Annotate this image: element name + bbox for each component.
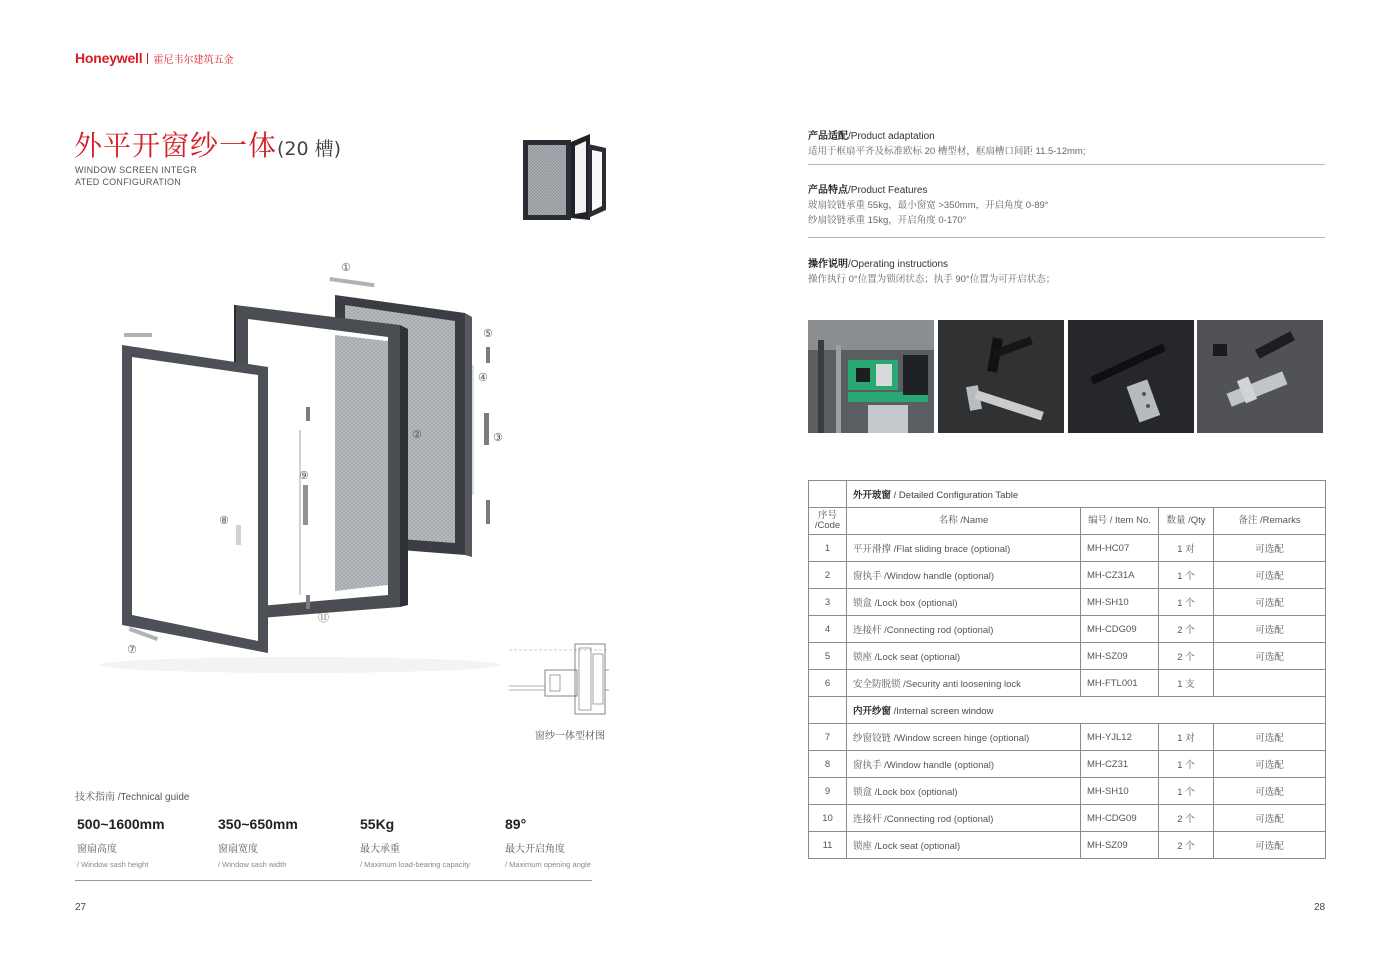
row-item-no: MH-CDG09 xyxy=(1081,616,1159,643)
instructions-title-cn: 操作说明 xyxy=(808,259,848,270)
row-code: 5 xyxy=(809,643,847,670)
row-code: 2 xyxy=(809,562,847,589)
row-code: 8 xyxy=(809,751,847,778)
row-item-no: MH-CDG09 xyxy=(1081,805,1159,832)
column-header-qty: 数量 /Qty xyxy=(1159,508,1214,535)
row-code: 9 xyxy=(809,778,847,805)
table-header-row xyxy=(809,508,1326,535)
row-remarks: 可选配 xyxy=(1214,751,1326,778)
table-row xyxy=(809,616,1326,643)
instructions-title xyxy=(808,255,948,270)
row-code: 3 xyxy=(809,589,847,616)
spec-label-en: / Maximum opening angle xyxy=(505,860,591,869)
spec-height xyxy=(77,816,165,869)
callout-9: ⑨ xyxy=(299,469,309,482)
row-remarks: 可选配 xyxy=(1214,589,1326,616)
spec-label-cn: 最大开启角度 xyxy=(505,844,565,855)
row-name: 窗执手 /Window handle (optional) xyxy=(847,751,1081,778)
section-title-cn: 外开玻窗 xyxy=(853,490,892,501)
row-remarks: 可选配 xyxy=(1214,535,1326,562)
adaptation-title-en: /Product adaptation xyxy=(848,131,935,142)
spec-width xyxy=(218,816,298,869)
code-header-en: /Code xyxy=(814,520,841,531)
row-name: 连接杆 /Connecting rod (optional) xyxy=(847,805,1081,832)
tech-divider xyxy=(75,880,592,881)
row-name: 锁盒 /Lock box (optional) xyxy=(847,589,1081,616)
row-remarks: 可选配 xyxy=(1214,805,1326,832)
row-remarks: 可选配 xyxy=(1214,643,1326,670)
section-title-en: / Detailed Configuration Table xyxy=(891,490,1019,501)
row-name: 平开滑撑 /Flat sliding brace (optional) xyxy=(847,535,1081,562)
column-header-code xyxy=(809,508,847,535)
callout-1: ① xyxy=(341,261,351,274)
spec-label-cn: 窗扇宽度 xyxy=(218,844,258,855)
row-qty: 2 个 xyxy=(1159,805,1214,832)
row-name: 安全防脱锁 /Security anti loosening lock xyxy=(847,670,1081,697)
row-qty: 1 个 xyxy=(1159,589,1214,616)
profile-caption: 窗纱一体型材图 xyxy=(535,731,605,742)
page-number-right: 28 xyxy=(1314,902,1326,913)
row-item-no: MH-FTL001 xyxy=(1081,670,1159,697)
spec-value: 500~1600mm xyxy=(77,816,165,832)
row-name: 纱窗铰链 /Window screen hinge (optional) xyxy=(847,724,1081,751)
row-name: 窗执手 /Window handle (optional) xyxy=(847,562,1081,589)
row-item-no: MH-HC07 xyxy=(1081,535,1159,562)
row-remarks: 可选配 xyxy=(1214,778,1326,805)
row-code: 1 xyxy=(809,535,847,562)
table-row xyxy=(809,670,1326,697)
spec-angle xyxy=(505,816,591,869)
row-qty: 1 个 xyxy=(1159,778,1214,805)
row-code: 6 xyxy=(809,670,847,697)
brand-name: Honeywell xyxy=(75,50,143,66)
features-line-1: 玻扇铰链承重 55kg，最小窗宽 >350mm，开启角度 0-89° xyxy=(808,200,1049,211)
row-item-no: MH-CZ31A xyxy=(1081,562,1159,589)
adaptation-title-cn: 产品适配 xyxy=(808,131,848,142)
row-item-no: MH-SZ09 xyxy=(1081,643,1159,670)
title-suffix: (20 槽) xyxy=(277,138,342,160)
instructions-body: 操作执行 0°位置为锁闭状态；执手 90°位置为可开启状态； xyxy=(808,274,1056,285)
code-header-cn: 序号 xyxy=(817,510,837,521)
subtitle-line-1: WINDOW SCREEN INTEGR xyxy=(75,165,197,175)
row-qty: 1 对 xyxy=(1159,535,1214,562)
configuration-table xyxy=(808,480,1326,859)
callout-3: ③ xyxy=(493,431,503,444)
exploded-window-diagram xyxy=(100,255,520,675)
column-header-item: 编号 / Item No. xyxy=(1081,508,1159,535)
features-title-en: /Product Features xyxy=(848,185,928,196)
lock-box-photo xyxy=(1068,320,1194,433)
features-title-cn: 产品特点 xyxy=(808,185,848,196)
row-remarks xyxy=(1214,670,1326,697)
divider xyxy=(808,237,1325,238)
features-line-2: 纱扇铰链承重 15kg，开启角度 0-170° xyxy=(808,215,967,226)
row-item-no: MH-CZ31 xyxy=(1081,751,1159,778)
spec-value: 55Kg xyxy=(360,816,395,832)
row-remarks: 可选配 xyxy=(1214,616,1326,643)
row-remarks: 可选配 xyxy=(1214,832,1326,859)
row-code: 4 xyxy=(809,616,847,643)
row-qty: 1 个 xyxy=(1159,751,1214,778)
subtitle-line-2: ATED CONFIGURATION xyxy=(75,177,182,187)
spec-label-en: / Maximum load-bearing capacity xyxy=(360,860,471,869)
row-qty: 1 对 xyxy=(1159,724,1214,751)
callout-11: ⑪ xyxy=(318,611,329,624)
page-title xyxy=(74,124,341,164)
spec-value: 350~650mm xyxy=(218,816,298,832)
adaptation-title xyxy=(808,127,935,142)
brand-subtitle: 霍尼韦尔建筑五金 xyxy=(153,54,234,66)
row-name: 锁座 /Lock seat (optional) xyxy=(847,643,1081,670)
spec-load xyxy=(360,816,470,869)
brand-divider xyxy=(147,53,148,64)
row-item-no: MH-SZ09 xyxy=(1081,832,1159,859)
column-header-name: 名称 /Name xyxy=(847,508,1081,535)
profile-section-drawing xyxy=(505,640,615,722)
spec-label-en: / Window sash width xyxy=(218,860,287,869)
table-row xyxy=(809,535,1326,562)
table-row xyxy=(809,805,1326,832)
brand-logo xyxy=(75,50,233,66)
row-qty: 2 个 xyxy=(1159,643,1214,670)
row-name: 锁座 /Lock seat (optional) xyxy=(847,832,1081,859)
instructions-title-en: /Operating instructions xyxy=(848,259,949,270)
spec-label-en: / Window sash height xyxy=(77,860,149,869)
callout-7: ⑦ xyxy=(127,643,137,656)
table-row xyxy=(809,832,1326,859)
callout-2: ② xyxy=(412,428,422,441)
row-qty: 2 个 xyxy=(1159,832,1214,859)
row-qty: 2 个 xyxy=(1159,616,1214,643)
row-item-no: MH-SH10 xyxy=(1081,589,1159,616)
column-header-remarks: 备注 /Remarks xyxy=(1214,508,1326,535)
divider xyxy=(808,164,1325,165)
profile-section-photo xyxy=(808,320,934,433)
section-title-cn: 内开纱窗 xyxy=(853,706,892,717)
row-name: 锁盒 /Lock box (optional) xyxy=(847,778,1081,805)
row-code: 7 xyxy=(809,724,847,751)
row-item-no: MH-YJL12 xyxy=(1081,724,1159,751)
table-row xyxy=(809,643,1326,670)
callout-8: ⑧ xyxy=(219,514,229,527)
row-item-no: MH-SH10 xyxy=(1081,778,1159,805)
table-row xyxy=(809,562,1326,589)
table-row xyxy=(809,589,1326,616)
table-row xyxy=(809,751,1326,778)
title-main: 外平开窗纱一体 xyxy=(74,129,278,162)
section-title-en: /Internal screen window xyxy=(891,706,994,717)
row-remarks: 可选配 xyxy=(1214,562,1326,589)
row-remarks: 可选配 xyxy=(1214,724,1326,751)
row-qty: 1 支 xyxy=(1159,670,1214,697)
features-title xyxy=(808,181,927,196)
callout-4: ④ xyxy=(478,371,488,384)
spec-label-cn: 最大承重 xyxy=(360,844,400,855)
handle-photo xyxy=(938,320,1064,433)
page-subtitle xyxy=(75,164,197,188)
lock-seat-photo xyxy=(1197,320,1323,433)
table-section-header xyxy=(809,481,1326,508)
callout-5: ⑤ xyxy=(483,327,493,340)
tech-guide-label: 技术指南 /Technical guide xyxy=(75,792,190,803)
table-row xyxy=(809,724,1326,751)
table-row xyxy=(809,778,1326,805)
adaptation-body: 适用于框扇平齐及标准欧标 20 槽型材，框扇槽口间距 11.5-12mm; xyxy=(808,146,1086,157)
row-qty: 1 个 xyxy=(1159,562,1214,589)
row-code: 11 xyxy=(809,832,847,859)
row-code: 10 xyxy=(809,805,847,832)
table-section-header xyxy=(809,697,1326,724)
spec-label-cn: 窗扇高度 xyxy=(77,844,117,855)
spec-value: 89° xyxy=(505,816,527,832)
row-name: 连接杆 /Connecting rod (optional) xyxy=(847,616,1081,643)
callout-10: ⑩ xyxy=(288,601,298,614)
page-number-left: 27 xyxy=(75,902,87,913)
window-product-image xyxy=(518,132,613,227)
